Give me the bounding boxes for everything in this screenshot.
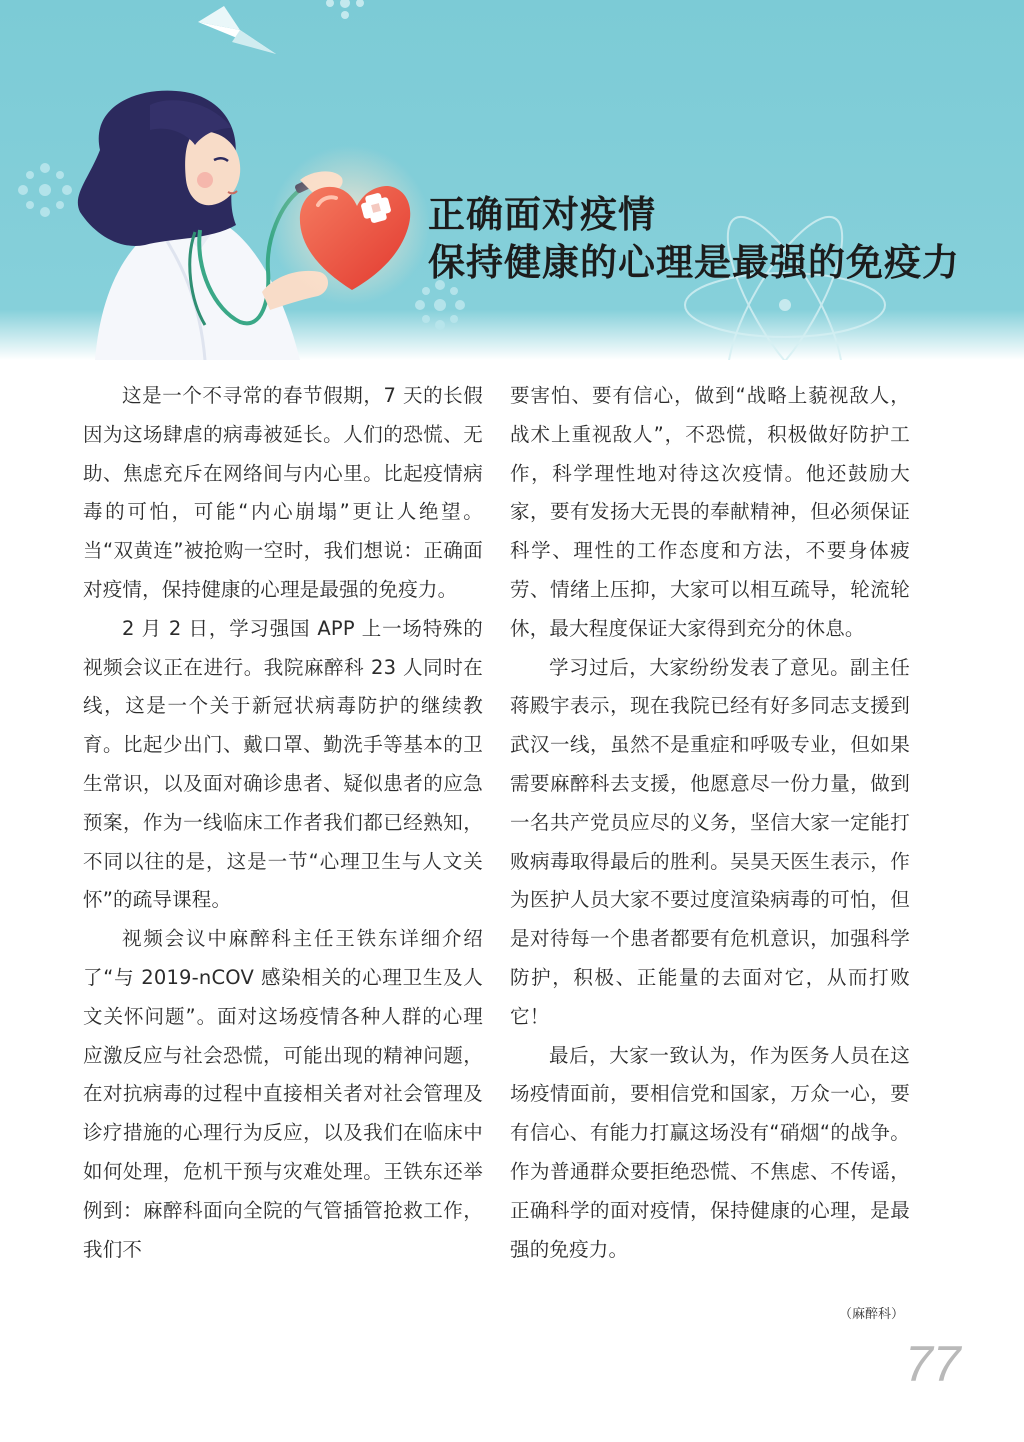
title-line-2: 保持健康的心理是最强的免疫力 bbox=[428, 240, 960, 284]
page-number: 77 bbox=[905, 1336, 961, 1392]
article-title bbox=[428, 190, 1008, 286]
author-signature: （麻醉科） bbox=[838, 1307, 904, 1322]
article-column-right bbox=[510, 377, 910, 1269]
paragraph: 这是一个不寻常的春节假期，7 天的长假因为这场肆虐的病毒被延长。人们的恐慌、无助、焦虑充斥在网络间与内心里。比起疫情病毒的可怕，可能“内心崩塌”更让人绝望。当“双黄连”被抢购一空时，我们想说：正确面对疫情，保持健康的心理是最强的免疫力。 bbox=[83, 384, 483, 601]
title-line-1: 正确面对疫情 bbox=[428, 192, 656, 236]
paragraph: 最后，大家一致认为，作为医务人员在这场疫情面前，要相信党和国家，万众一心，要有信心、有能力打赢这场没有“硝烟“的战争。作为普通群众要拒绝恐慌、不焦虑、不传谣，正确科学的面对疫情，保持健康的心理，是最强的免疫力。 bbox=[510, 1043, 910, 1261]
paragraph: 要害怕、要有信心，做到“战略上藐视敌人，战术上重视敌人”，不恐慌，积极做好防护工作，科学理性地对待这次疫情。他还鼓励大家，要有发扬大无畏的奉献精神，但必须保证科学、理性的工作态度和方法，不要身体疲劳、情绪上压抑，大家可以相互疏导，轮流轮休，最大程度保证大家得到充分的休息。 bbox=[510, 384, 910, 640]
article-column-left bbox=[83, 377, 483, 1269]
header-illustration bbox=[0, 0, 1024, 360]
paragraph: 学习过后，大家纷纷发表了意见。副主任蒋殿宇表示，现在我院已经有好多同志支援到武汉一线，虽然不是重症和呼吸专业，但如果需要麻醉科去支援，他愿意尽一份力量，做到一名共产党员应尽的义务，坚信大家一定能打败病毒取得最后的胜利。吴昊天医生表示，作为医护人员大家不要过度渲染病毒的可怕，但是对待每一个患者都要有危机意识，加强科学防护，积极、正能量的去面对它，从而打败它！ bbox=[510, 655, 910, 1028]
paragraph: 视频会议中麻醉科主任王铁东详细介绍了“与 2019-nCOV 感染相关的心理卫生及人文关怀问题”。面对这场疫情各种人群的心理应激反应与社会恐慌，可能出现的精神问题，在对抗病毒的过程中直接相关者对社会管理及诊疗措施的心理行为反应，以及我们在临床中如何处理，危机干预与灾难处理。王铁东还举例到：麻醉科面向全院的气管插管抢救工作，我们不 bbox=[83, 927, 483, 1261]
heart-icon bbox=[270, 145, 430, 305]
header-banner bbox=[0, 0, 1024, 360]
paragraph: 2 月 2 日，学习强国 APP 上一场特殊的视频会议正在进行。我院麻醉科 23 人同时在线，这是一个关于新冠状病毒防护的继续教育。比起少出门、戴口罩、勤洗手等基本的卫生常识，以及面对确诊患者、疑似患者的应急预案，作为一线临床工作者我们都已经熟知，不同以往的是，这是一节“心理卫生与人文关怀”的疏导课程。 bbox=[83, 616, 483, 912]
